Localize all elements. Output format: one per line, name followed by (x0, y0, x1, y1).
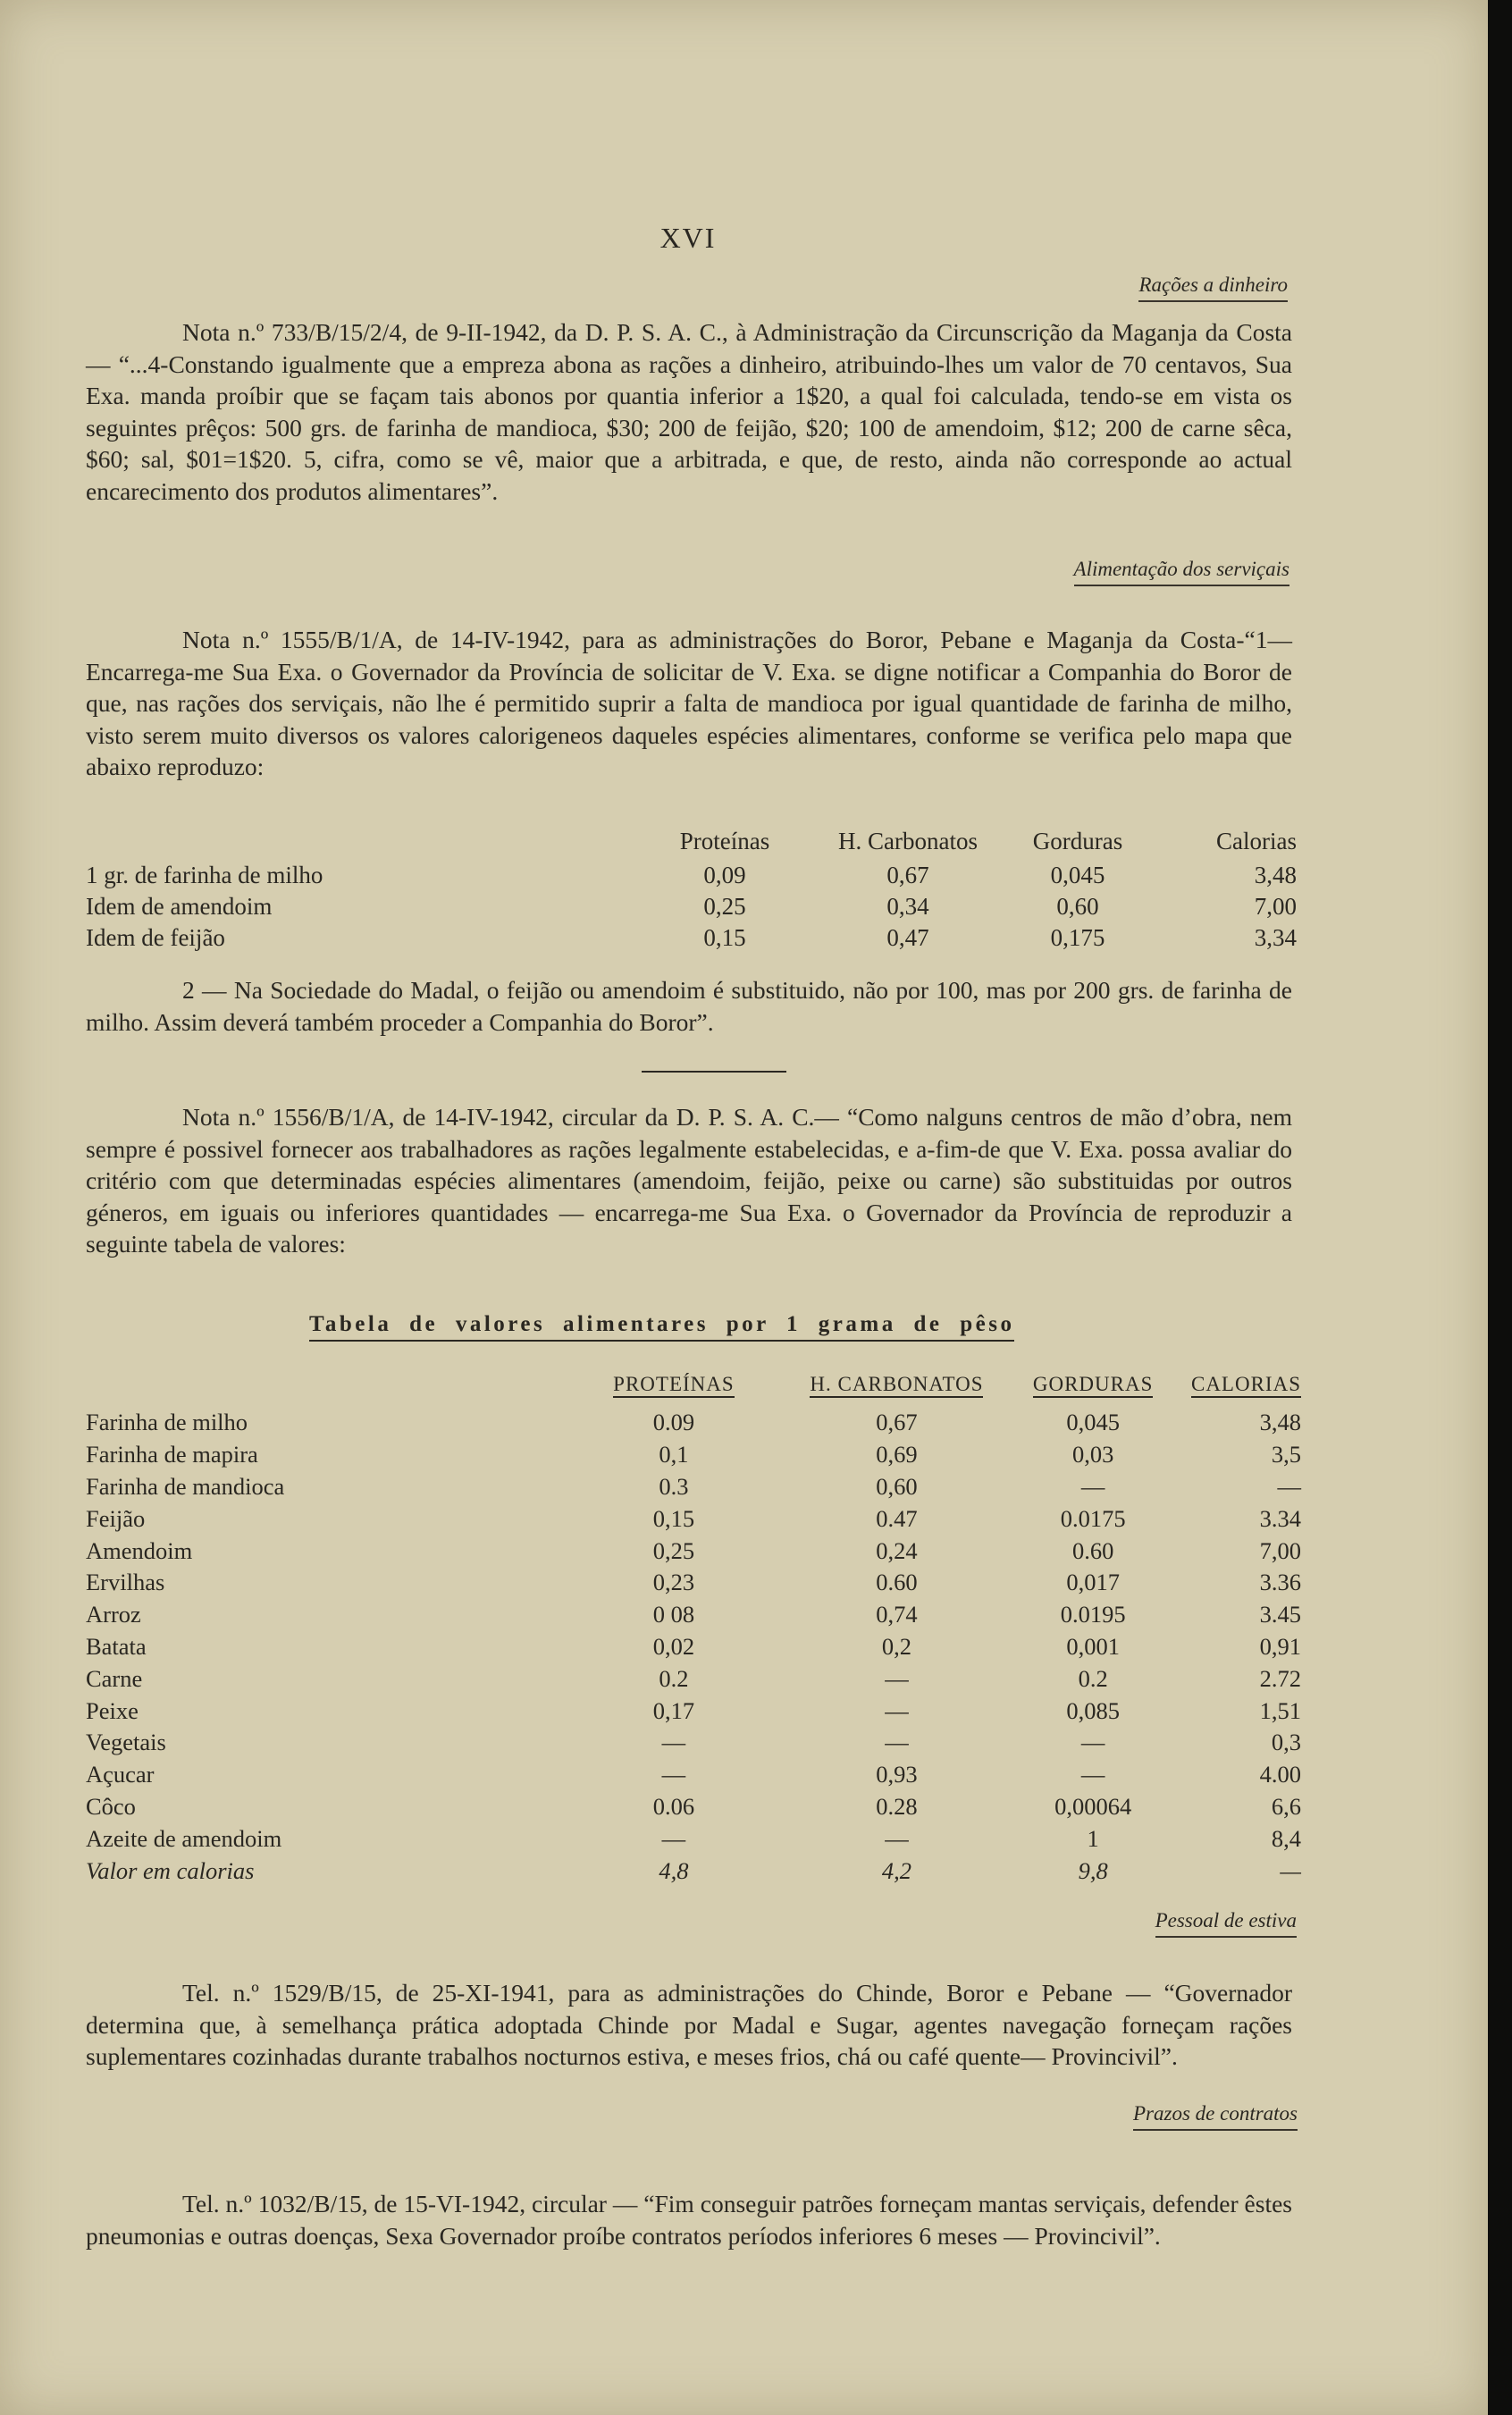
cell-value: 0,00064 (1054, 1792, 1132, 1820)
table-row (86, 1471, 1301, 1503)
table-row (86, 1662, 1301, 1695)
cell-value: — (1080, 1729, 1105, 1756)
cell-value: 0,1 (659, 1441, 689, 1468)
row-label: Farinha de milho (86, 1409, 248, 1436)
cell-value: — (1280, 1856, 1301, 1884)
cell-value: — (885, 1729, 909, 1756)
row-label: Açucar (86, 1761, 155, 1788)
table-header-row (86, 1362, 1301, 1407)
row-label: Côco (86, 1792, 136, 1820)
cell-value: 0,3 (1271, 1729, 1301, 1756)
cell-value: 4,8 (659, 1856, 689, 1884)
section-heading-racoes: Rações a dinheiro (1138, 273, 1288, 302)
column-header-calorias: Calorias (1216, 827, 1297, 854)
cell-value: 3,34 (1254, 924, 1297, 951)
table-row (86, 1727, 1301, 1759)
cell-value: 1,51 (1259, 1696, 1301, 1724)
table-row (86, 1855, 1301, 1887)
cell-value: 0,67 (886, 862, 929, 888)
table-row (86, 1822, 1301, 1855)
row-label: Idem de amendoim (86, 893, 273, 920)
cell-value: — (885, 1664, 909, 1692)
cell-value: — (661, 1761, 686, 1788)
row-label: Amendoim (86, 1536, 193, 1564)
cell-value: 7,00 (1259, 1536, 1301, 1564)
cell-value: 0.0175 (1060, 1504, 1126, 1532)
row-label: Vegetais (86, 1729, 166, 1756)
cell-value: 0,91 (1259, 1632, 1301, 1660)
cell-value: 0,045 (1066, 1409, 1120, 1436)
cell-value: 0,02 (652, 1632, 695, 1660)
cell-value: — (885, 1824, 909, 1852)
cell-value: 0.47 (876, 1504, 918, 1532)
row-label: Idem de feijão (86, 924, 225, 951)
cell-value: 2.72 (1259, 1664, 1301, 1692)
cell-value: 8,4 (1271, 1824, 1301, 1852)
cell-value: 3.34 (1259, 1504, 1301, 1532)
column-header-carbonatos: H. Carbonatos (838, 827, 978, 854)
cell-value: 4,2 (881, 1856, 912, 1884)
cell-value: 0,2 (881, 1632, 912, 1660)
table-row (86, 860, 1297, 891)
cell-value: 0,001 (1066, 1632, 1120, 1660)
cell-value: 0.06 (652, 1792, 695, 1820)
cell-value: 0,23 (652, 1569, 695, 1596)
table-header-row (86, 822, 1297, 860)
page-number: XVI (659, 222, 717, 254)
cell-value: 6,6 (1271, 1792, 1301, 1820)
table-row (86, 1599, 1301, 1631)
column-header-calorias: CALORIAS (1191, 1373, 1301, 1398)
row-label: 1 gr. de farinha de milho (86, 862, 323, 888)
paragraph-madal: 2 — Na Sociedade do Madal, o feijão ou amendoim é substituido, não por 100, mas por 200 grs. de farinha de milho. Assim deverá também proceder a Companhia do Boror”. (86, 976, 1292, 1036)
cell-value: 0.2 (1078, 1664, 1108, 1692)
paragraph-tel-1032: Tel. n.º 1032/B/15, de 15-VI-1942, circular — “Fim conseguir patrões forneçam mantas serviçais, defender êstes pneumonias e outras doenças, Sexa Governador proíbe contratos períodos inferiores 6 meses — Provincivil”. (86, 2190, 1292, 2250)
table-row (86, 1439, 1301, 1471)
cell-value: 0,15 (652, 1504, 695, 1532)
cell-value: 0,24 (876, 1536, 918, 1564)
column-header-gorduras: GORDURAS (1033, 1373, 1154, 1398)
cell-value: 0,25 (652, 1536, 695, 1564)
cell-value: 0 08 (652, 1601, 695, 1628)
column-header-gorduras: Gorduras (1032, 827, 1123, 854)
table-title: Tabela de valores alimentares por 1 grama de pêso (309, 1312, 1014, 1342)
cell-value: 0,93 (876, 1761, 918, 1788)
cell-value: 0.3 (659, 1472, 689, 1500)
table-row (86, 1631, 1301, 1663)
cell-value: — (1080, 1472, 1105, 1500)
row-label: Ervilhas (86, 1569, 165, 1596)
cell-value: 0.60 (876, 1569, 918, 1596)
cell-value: 0,085 (1066, 1696, 1120, 1724)
food-values-table (86, 1362, 1301, 1887)
row-label: Valor em calorias (86, 1856, 255, 1884)
table-row (86, 1567, 1301, 1599)
cell-value: 0,47 (886, 924, 929, 951)
row-label: Azeite de amendoim (86, 1824, 282, 1852)
section-heading-pessoal: Pessoal de estiva (1155, 1909, 1297, 1938)
table-row (86, 1502, 1301, 1535)
paragraph-tel-1529: Tel. n.º 1529/B/15, de 25-XI-1941, para as administrações do Chinde, Boror e Pebane — “Governador determina que, à semelhança prática adoptada Chinde por Madal e Sugar, agentes navegação forneçam rações suplementares cozinhadas durante trabalhos nocturnos estiva, e meses frios, chá ou café quente— Provincivil”. (86, 1979, 1292, 2070)
section-divider (642, 1071, 786, 1073)
cell-value: 0,17 (652, 1696, 695, 1724)
cell-value: 0.2 (659, 1664, 689, 1692)
cell-value: 9,8 (1078, 1856, 1108, 1884)
paragraph-nota-1555: Nota n.º 1555/B/1/A, de 14-IV-1942, para as administrações do Boror, Pebane e Maganja da Costa-“1—Encarrega-me Sua Exa. o Governador da Província de solicitar de V. Exa. se digne notificar a Companhia do Boror de que, nas rações dos serviçais, não lhe é permitido suprir a falta de mandioca por igual quantidade de farinha de milho, visto serem muito diversos os valores calorigeneos daqueles espécies alimentares, conforme se verifica pelo mapa que abaixo reproduzo: (86, 626, 1292, 780)
table-row (86, 1791, 1301, 1823)
table-row (86, 891, 1297, 922)
caloric-values-table (86, 822, 1297, 954)
cell-value: 0,15 (703, 924, 746, 951)
paragraph-nota-733: Nota n.º 733/B/15/2/4, de 9-II-1942, da D. P. S. A. C., à Administração da Circunscrição da Maganja da Costa — “...4-Constando igualmente que a empreza abona as rações a dinheiro, atribuindo-lhes um valor de 70 centavos, Sua Exa. manda proíbir que se façam tais abonos por quantia inferior a 1$20, a qual foi calculada, tendo-se em vista os seguintes prêços: 500 grs. de farinha de mandioca, $30; 200 de feijão, $20; 100 de amendoim, $12; 200 de carne sêca, $60; sal, $01=1$20. 5, cifra, como se vê, maior que a arbitrada, e que, de resto, ainda não corresponde ao actual encarecimento dos produtos alimentares”. (86, 318, 1292, 505)
column-header-proteinas: PROTEÍNAS (613, 1373, 735, 1398)
cell-value: 0.60 (1071, 1536, 1114, 1564)
row-label: Farinha de mapira (86, 1441, 258, 1468)
cell-value: 3,5 (1271, 1441, 1301, 1468)
cell-value: 1 (1087, 1824, 1099, 1852)
cell-value: 0.28 (876, 1792, 918, 1820)
cell-value: — (885, 1696, 909, 1724)
cell-value: 0,69 (876, 1441, 918, 1468)
cell-value: 0,60 (1056, 893, 1099, 920)
cell-value: 0,34 (886, 893, 929, 920)
cell-value: 0,017 (1066, 1569, 1120, 1596)
cell-value: 0,03 (1071, 1441, 1114, 1468)
table-row (86, 1535, 1301, 1567)
cell-value: — (1080, 1761, 1105, 1788)
cell-value: 0,74 (876, 1601, 918, 1628)
table-row (86, 1695, 1301, 1727)
section-heading-prazos: Prazos de contratos (1133, 2102, 1298, 2131)
cell-value: 0.0195 (1060, 1601, 1126, 1628)
column-header-proteinas: Proteínas (679, 827, 770, 854)
cell-value: — (661, 1824, 686, 1852)
cell-value: 0,09 (703, 862, 746, 888)
table-row (86, 1759, 1301, 1791)
cell-value: 0,67 (876, 1409, 918, 1436)
section-heading-alimentacao: Alimentação dos serviçais (1074, 558, 1289, 586)
cell-value: 0.09 (652, 1409, 695, 1436)
row-label: Arroz (86, 1601, 141, 1628)
row-label: Carne (86, 1664, 143, 1692)
row-label: Farinha de mandioca (86, 1472, 285, 1500)
cell-value: 0,25 (703, 893, 746, 920)
cell-value: 7,00 (1254, 893, 1297, 920)
cell-value: 3,48 (1254, 862, 1297, 888)
cell-value: — (661, 1729, 686, 1756)
cell-value: 3,48 (1259, 1409, 1301, 1436)
cell-value: — (1277, 1472, 1301, 1500)
table-row (86, 1407, 1301, 1439)
cell-value: 0,175 (1050, 924, 1105, 951)
cell-value: 3.45 (1259, 1601, 1301, 1628)
column-header-carbonatos: H. CARBONATOS (810, 1373, 983, 1398)
table-row (86, 922, 1297, 954)
cell-value: 4.00 (1259, 1761, 1301, 1788)
cell-value: 3.36 (1259, 1569, 1301, 1596)
cell-value: 0,60 (876, 1472, 918, 1500)
row-label: Batata (86, 1632, 147, 1660)
cell-value: 0,045 (1050, 862, 1105, 888)
row-label: Peixe (86, 1696, 139, 1724)
row-label: Feijão (86, 1504, 146, 1532)
paragraph-nota-1556: Nota n.º 1556/B/1/A, de 14-IV-1942, circular da D. P. S. A. C.— “Como nalguns centros de mão d’obra, nem sempre é possivel fornecer aos trabalhadores as rações legalmente estabelecidas, e a-fim-de que V. Exa. possa avaliar do critério com que determinadas espécies alimentares (amendoim, feijão, peixe ou carne) são substituidas por outros géneros, em iguais ou inferiores quantidades — encarrega-me Sua Exa. o Governador da Província de reproduzir a seguinte tabela de valores: (86, 1103, 1292, 1258)
